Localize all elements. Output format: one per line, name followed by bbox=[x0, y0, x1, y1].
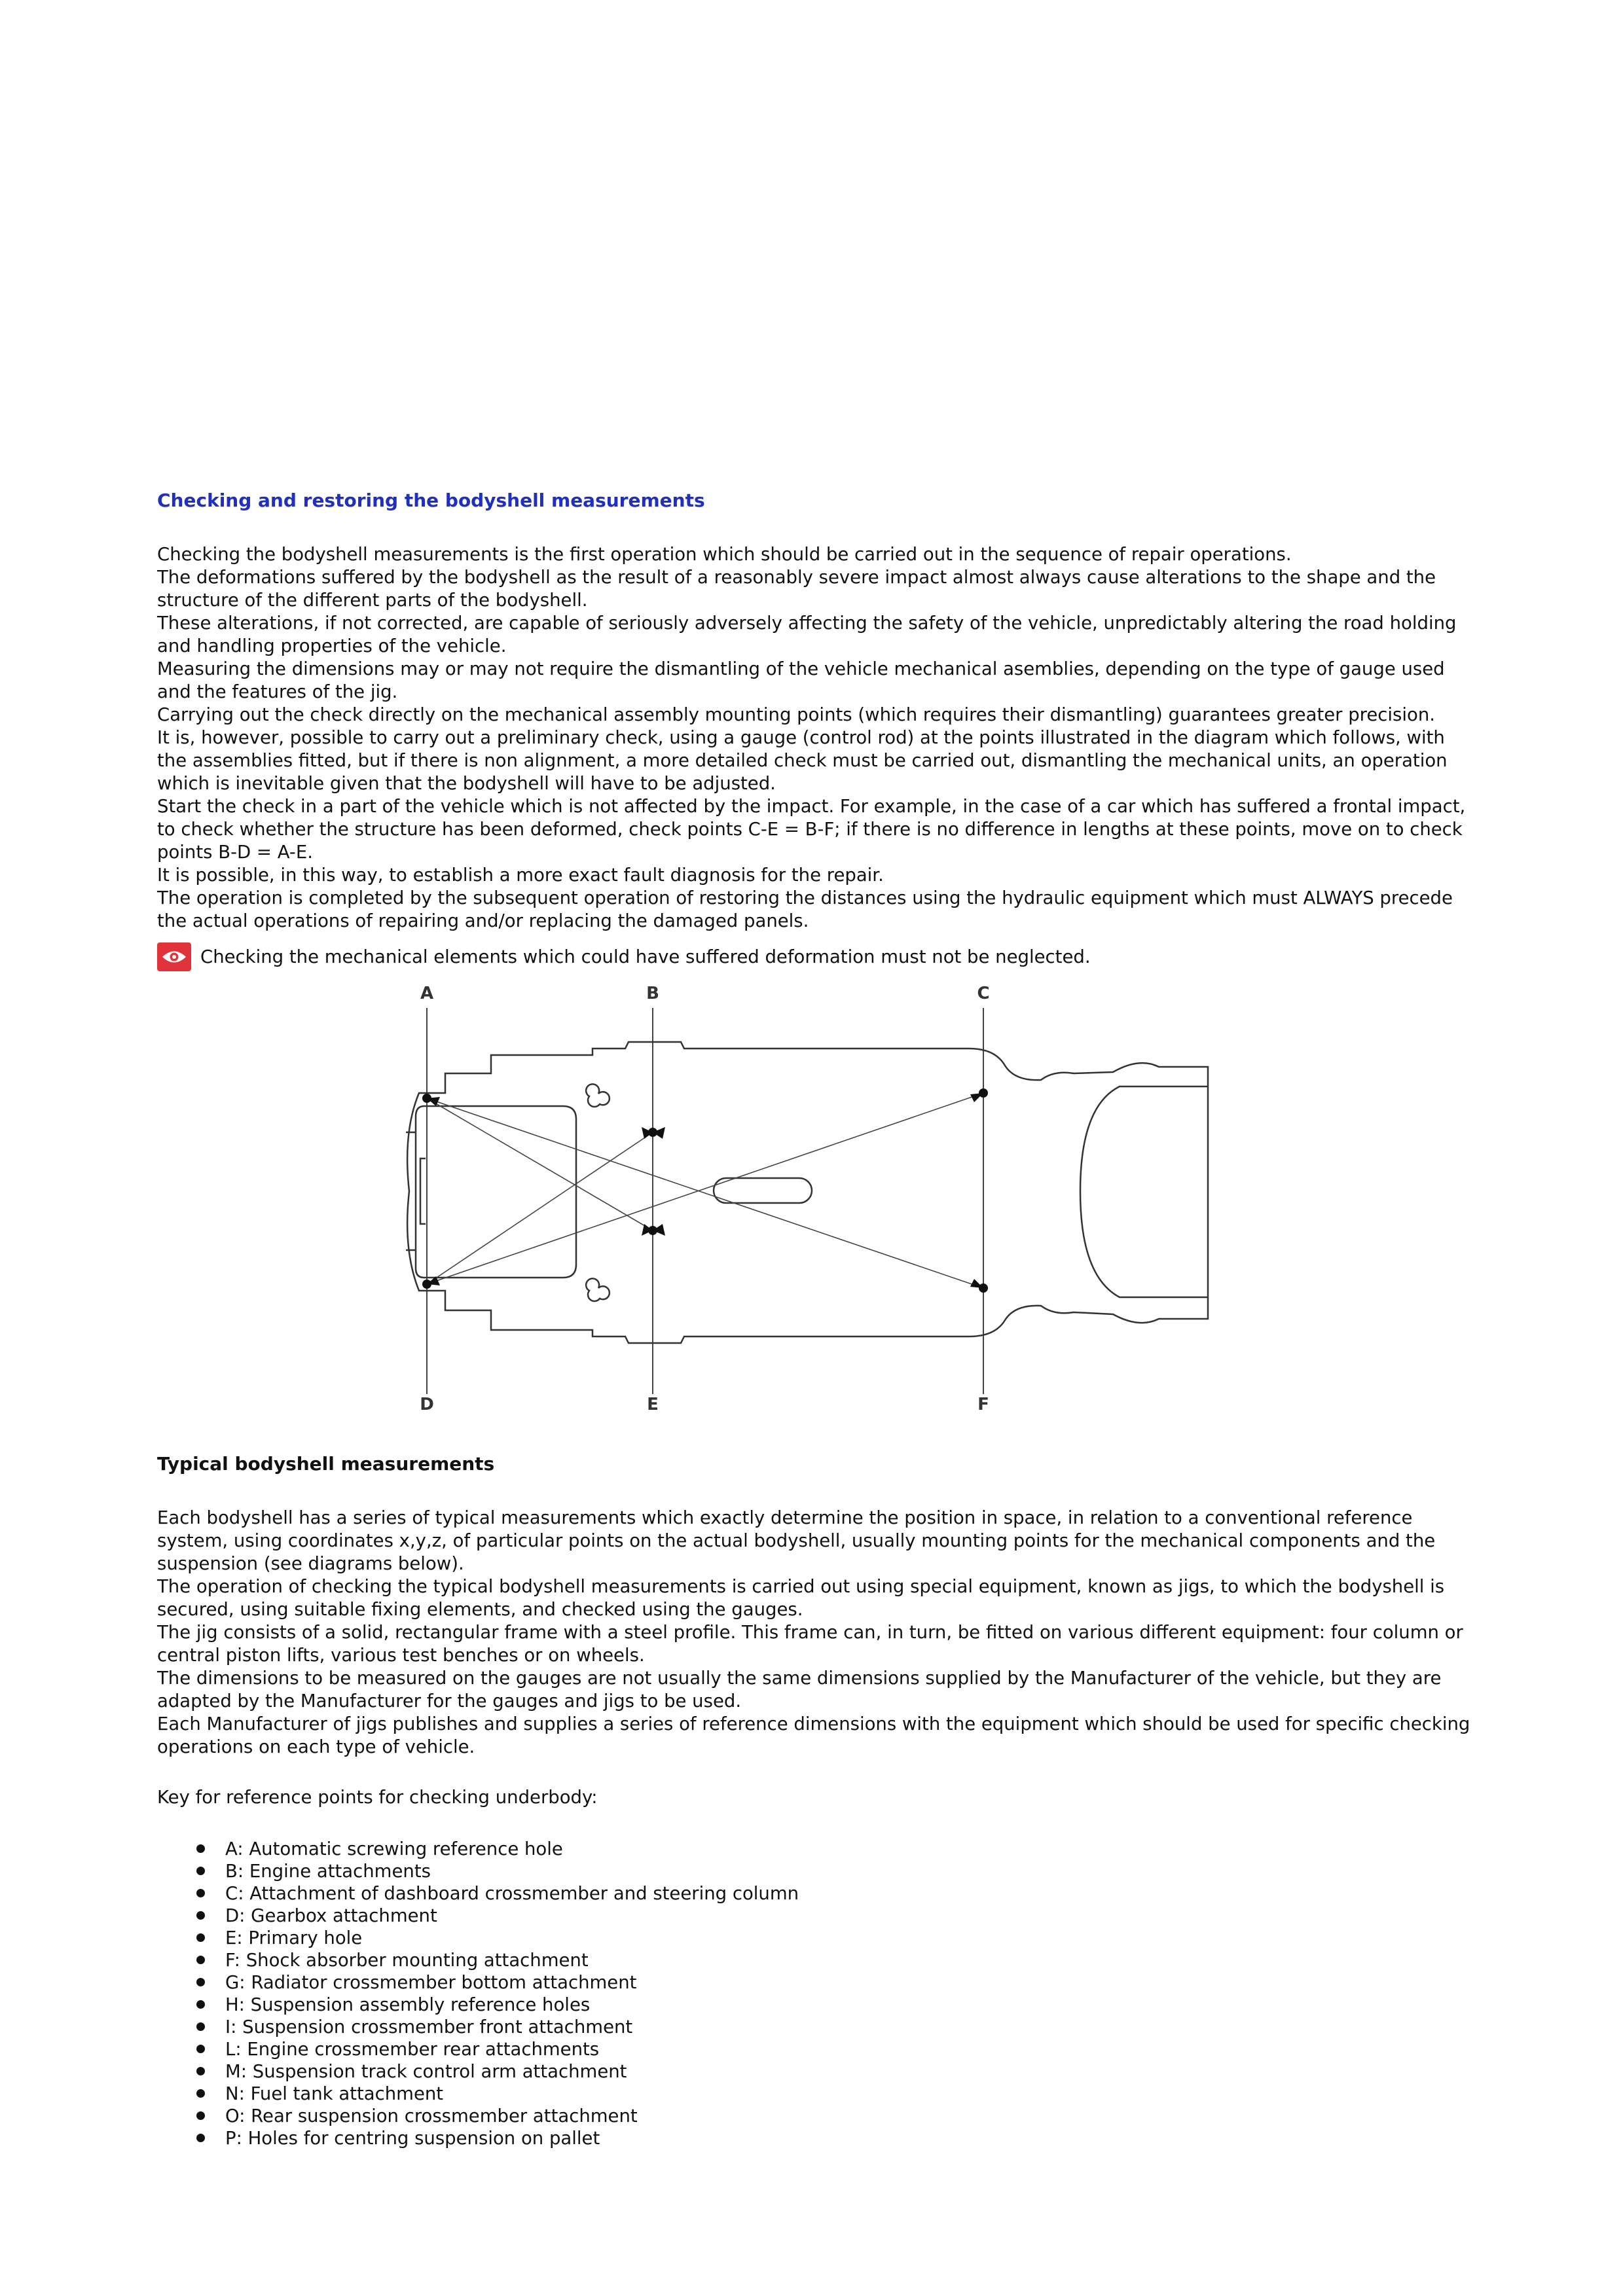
key-list bbox=[196, 1838, 799, 2149]
bodyshell-outline bbox=[406, 1042, 1208, 1343]
paragraph: The dimensions to be measured on the gauges are not usually the same dimensions supplied by the Manufacturer of the vehicle, but they are adapted by the Manufacturer for the gauges and jigs to be used. bbox=[157, 1668, 1442, 1712]
label-c: C bbox=[977, 984, 990, 1003]
label-e: E bbox=[647, 1395, 659, 1414]
paragraph: Start the check in a part of the vehicle which is not affected by the impact. For example, in the case of a car which has suffered a frontal impact, to check whether the structure has been deformed, check points C-E = B-F; if there is no difference in lengths at these points, move on to check points B-D = A-E. bbox=[157, 796, 1466, 863]
section-title-typical: Typical bodyshell measurements bbox=[157, 1453, 495, 1475]
underbody-diagram bbox=[367, 975, 1231, 1427]
paragraph: Each Manufacturer of jigs publishes and supplies a series of reference dimensions with the equipment which should be used for specific checking operations on each type of vehicle. bbox=[157, 1713, 1470, 1757]
label-b: B bbox=[646, 984, 659, 1003]
measurement-diagonals bbox=[427, 1093, 983, 1288]
paragraph: The operation of checking the typical bodyshell measurements is carried out using special equipment, known as jigs, to which the bodyshell is secured, using suitable fixing elements, and checked using the gauges. bbox=[157, 1576, 1445, 1620]
paragraph: Carrying out the check directly on the mechanical assembly mounting points (which requires their dismantling) guarantees greater precision. bbox=[157, 704, 1435, 725]
key-intro: Key for reference points for checking underbody: bbox=[157, 1787, 598, 1808]
paragraph: It is, however, possible to carry out a preliminary check, using a gauge (control rod) at the points illustrated in the diagram which follows, with the assemblies fitted, but if there is non alignment, a more detailed check must be carried out, dismantling the mechanical units, an operation which is inevitable given that the bodyshell will have to be adjusted. bbox=[157, 727, 1448, 794]
list-item: O: Rear suspension crossmember attachment bbox=[196, 2105, 799, 2127]
warning-note bbox=[157, 942, 1480, 971]
list-item: F: Shock absorber mounting attachment bbox=[196, 1949, 799, 1971]
paragraph: These alterations, if not corrected, are capable of seriously adversely affecting the safety of the vehicle, unpredictably altering the road holding and handling properties of the vehicle. bbox=[157, 613, 1457, 656]
list-item: G: Radiator crossmember bottom attachment bbox=[196, 1971, 799, 1994]
measurement-points bbox=[422, 1088, 988, 1293]
label-f: F bbox=[977, 1395, 989, 1414]
section1-text bbox=[157, 543, 1480, 933]
eye-warning-icon bbox=[157, 942, 191, 971]
section2-text bbox=[157, 1507, 1480, 1759]
note-text: Checking the mechanical elements which could have suffered deformation must not be neglected. bbox=[200, 946, 1091, 967]
list-item: M: Suspension track control arm attachment bbox=[196, 2060, 799, 2083]
paragraph: The deformations suffered by the bodyshell as the result of a reasonably severe impact almost always cause alterations to the shape and the structure of the different parts of the bodyshell. bbox=[157, 567, 1436, 611]
paragraph: The operation is completed by the subsequent operation of restoring the distances using the hydraulic equipment which must ALWAYS precede the actual operations of repairing and/or replacing the damaged panels. bbox=[157, 888, 1453, 931]
section-title-checking: Checking and restoring the bodyshell measurements bbox=[157, 490, 705, 511]
paragraph: Measuring the dimensions may or may not require the dismantling of the vehicle mechanical asemblies, depending on the type of gauge used and the features of the jig. bbox=[157, 658, 1445, 702]
label-a: A bbox=[420, 984, 434, 1003]
paragraph: It is possible, in this way, to establish a more exact fault diagnosis for the repair. bbox=[157, 865, 884, 886]
list-item: N: Fuel tank attachment bbox=[196, 2083, 799, 2105]
list-item: L: Engine crossmember rear attachments bbox=[196, 2038, 799, 2060]
list-item: A: Automatic screwing reference hole bbox=[196, 1838, 799, 1860]
list-item: C: Attachment of dashboard crossmember and steering column bbox=[196, 1882, 799, 1905]
list-item: P: Holes for centring suspension on pallet bbox=[196, 2127, 799, 2149]
list-item: D: Gearbox attachment bbox=[196, 1905, 799, 1927]
paragraph: Checking the bodyshell measurements is the first operation which should be carried out in the sequence of repair operations. bbox=[157, 544, 1292, 565]
label-d: D bbox=[420, 1395, 434, 1414]
paragraph: The jig consists of a solid, rectangular frame with a steel profile. This frame can, in turn, be fitted on various different equipment: four column or central piston lifts, various test benches or on wheels. bbox=[157, 1622, 1463, 1666]
list-item: B: Engine attachments bbox=[196, 1860, 799, 1882]
list-item: E: Primary hole bbox=[196, 1927, 799, 1949]
paragraph: Each bodyshell has a series of typical measurements which exactly determine the position in space, in relation to a conventional reference system, using coordinates x,y,z, of particular points on the actual bodyshell, usually mounting points for the mechanical components and the suspension (see diagrams below). bbox=[157, 1507, 1436, 1574]
list-item: I: Suspension crossmember front attachment bbox=[196, 2016, 799, 2038]
list-item: H: Suspension assembly reference holes bbox=[196, 1994, 799, 2016]
